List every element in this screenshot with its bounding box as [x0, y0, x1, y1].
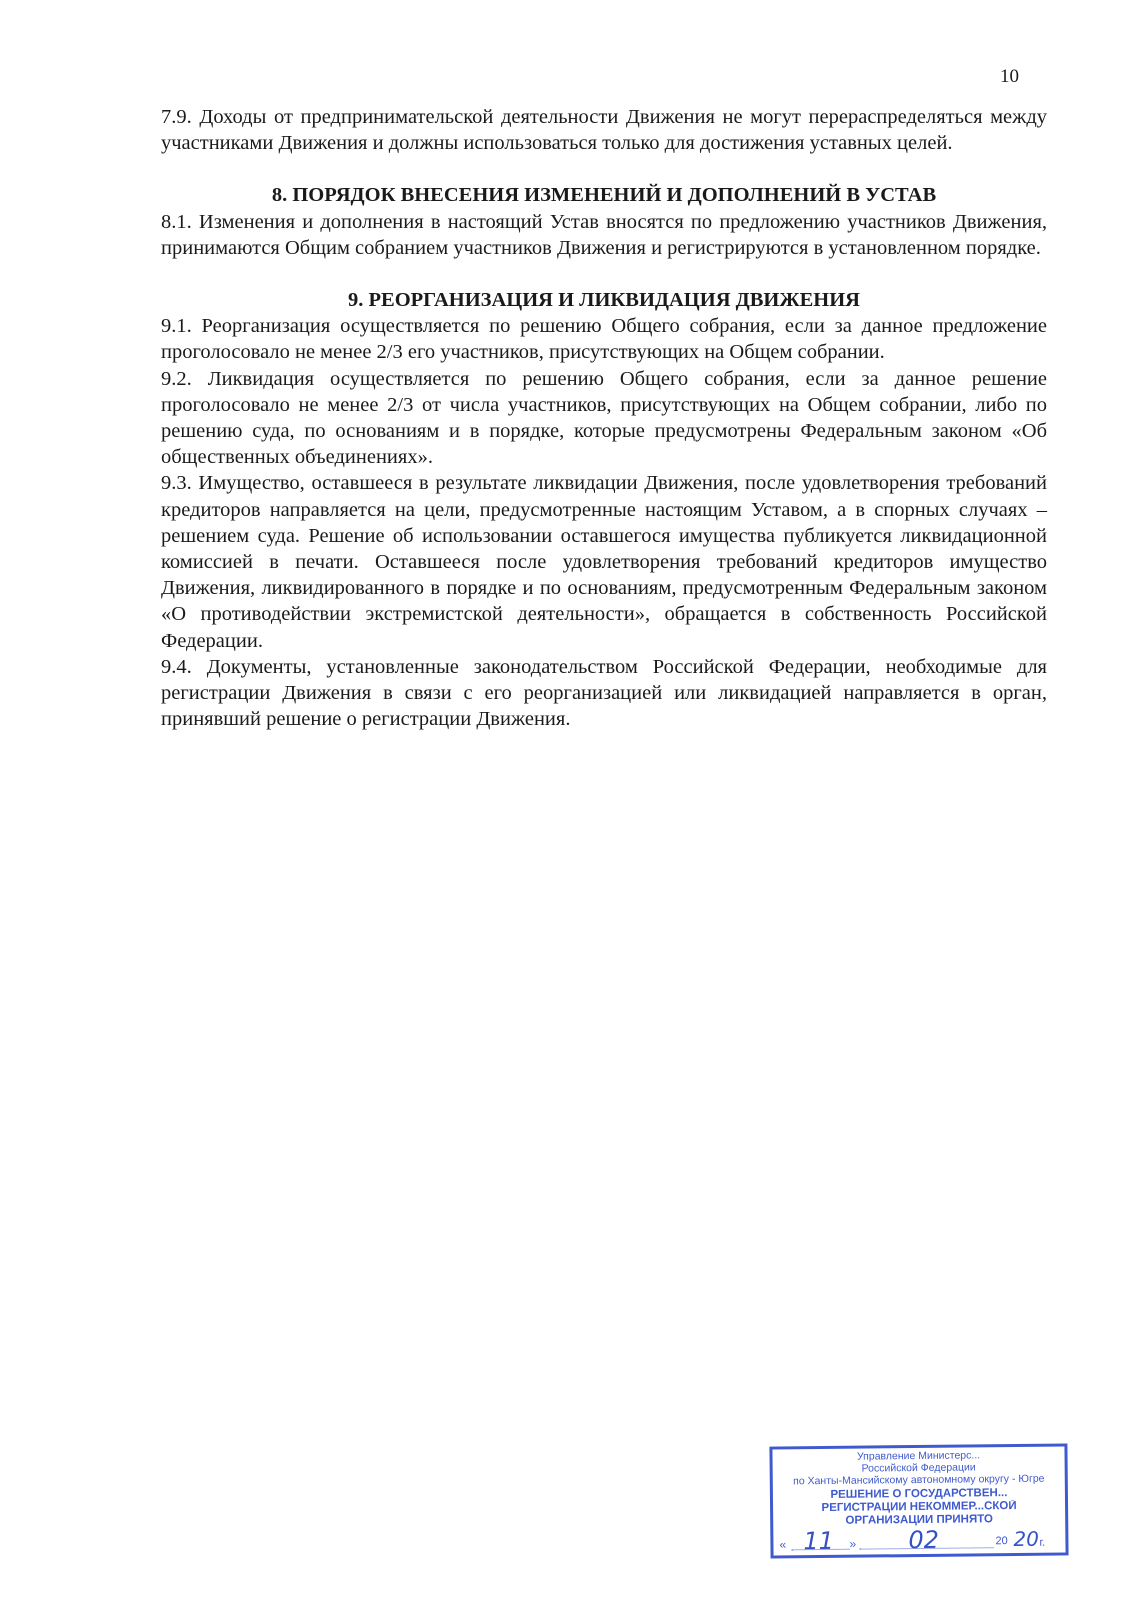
stamp-quote-close: » [849, 1536, 857, 1551]
paragraph-7-9: 7.9. Доходы от предпринимательской деятельности Движения не могут перераспределяться между участниками Движения и должны использоваться только для достижения уставных целей. [161, 106, 1047, 155]
registration-stamp [769, 1443, 1068, 1558]
stamp-line-4: РЕШЕНИЕ О ГОСУДАРСТВЕН... [830, 1487, 1008, 1501]
paragraph-9-3: 9.3. Имущество, оставшееся в результате ликвидации Движения, после удовлетворения требований кредиторов направляется на цели, предусмотренные настоящим Уставом, а в спорных случаях – решением суда. Решение об использовании оставшегося имущества публикуется ликвидационной комиссией в печати. Оставшееся после удовлетворения требований кредиторов имущество Движения, ликвидированного в порядке и по основаниям, предусмотренным Федеральным законом «О противодействии экстремистской деятельности», обращается в собственность Российской Федерации. [161, 472, 1047, 652]
stamp-line-3: по Ханты-Мансийскому автономному округу - Югре [793, 1472, 1045, 1488]
stamp-day: 11 [803, 1526, 835, 1556]
stamp-date [773, 1524, 1065, 1557]
stamp-line-2: Российской Федерации [861, 1461, 976, 1475]
stamp-year-prefix: 20 [995, 1535, 1008, 1548]
document-body [161, 104, 1047, 732]
paragraph-8-1: 8.1. Изменения и дополнения в настоящий Устав вносятся по предложению участников Движения, принимаются Общим собранием участников Движения и регистрируются в установленном порядке. [161, 210, 1047, 259]
paragraph-9-4: 9.4. Документы, установленные законодательством Российской Федерации, необходимые для регистрации Движения в связи с его реорганизацией или ликвидацией направляется в орган, принявший решение о регистрации Движения. [161, 655, 1047, 731]
stamp-year-mark: г. [1039, 1536, 1046, 1549]
stamp-line-5: РЕГИСТРАЦИИ НЕКОММЕР...СКОЙ [821, 1499, 1017, 1515]
stamp-line-6: ОРГАНИЗАЦИИ ПРИНЯТО [845, 1513, 993, 1527]
stamp-year-suffix: 20 [1013, 1526, 1039, 1552]
stamp-quote-open: « [779, 1537, 787, 1552]
paragraph-9-2: 9.2. Ликвидация осуществляется по решению Общего собрания, если за данное решение проголосовало не менее 2/3 от числа участников, присутствующих на Общем собрании, либо по решению суда, по основаниям и в порядке, которые предусмотрены Федеральным законом «Об общественных объединениях». [161, 367, 1047, 469]
section-heading-8: 8. ПОРЯДОК ВНЕСЕНИЯ ИЗМЕНЕНИЙ И ДОПОЛНЕНИЙ В УСТАВ [271, 184, 937, 207]
stamp-month: 02 [908, 1525, 940, 1555]
paragraph-9-1: 9.1. Реорганизация осуществляется по решению Общего собрания, если за данное предложение проголосовало не менее 2/3 его участников, присутствующих на Общем собрании. [161, 315, 1047, 364]
section-heading-9: 9. РЕОРГАНИЗАЦИЯ И ЛИКВИДАЦИЯ ДВИЖЕНИЯ [348, 289, 860, 312]
stamp-line-1: Управление Министерс... [856, 1449, 981, 1463]
page-number: 10 [1000, 66, 1019, 87]
